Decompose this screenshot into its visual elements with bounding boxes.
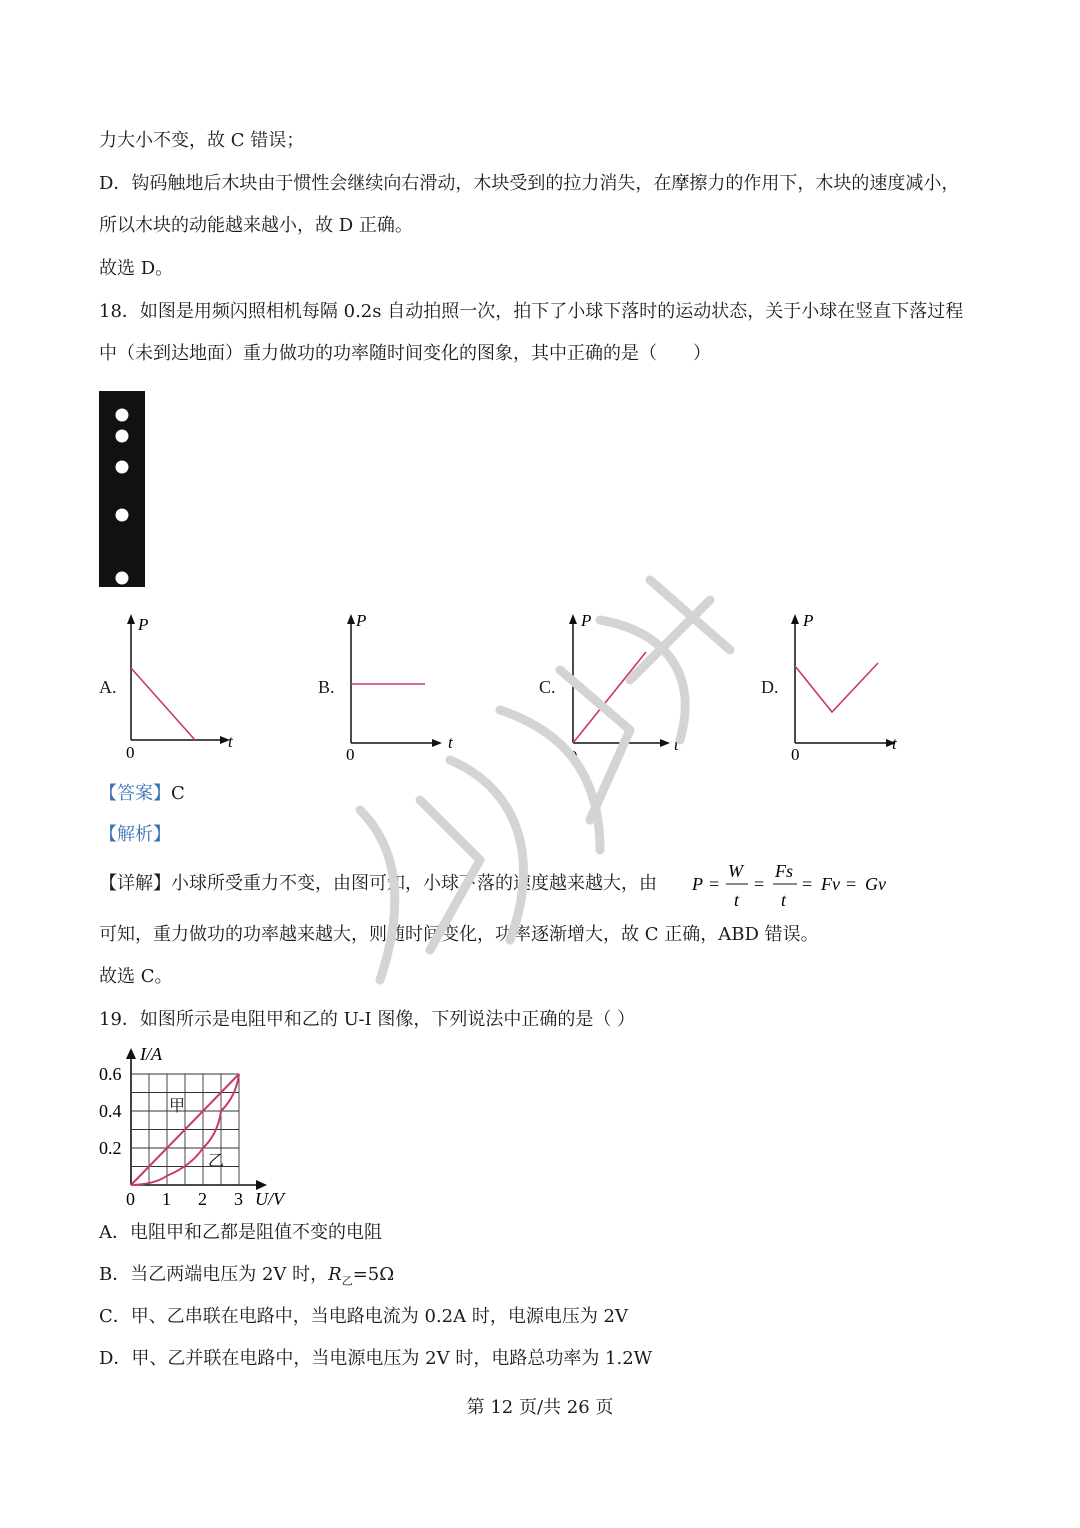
y-axis-title: I/A [140, 1044, 162, 1064]
svg-text:P: P [692, 874, 703, 894]
power-formula [688, 856, 908, 912]
option-b-r: R [328, 1264, 342, 1285]
q19-option-a: A．电阻甲和乙都是阻值不变的电阻 [99, 1222, 382, 1243]
axis-p-label: P [581, 611, 592, 630]
axis-t-label: t [448, 733, 453, 752]
detail-18-line1: 【详解】小球所受重力不变，由图可知，小球下落的速度越来越大，由 [99, 873, 657, 894]
graph-option-c [564, 610, 684, 765]
ball-3 [116, 461, 129, 474]
origin-label: 0 [346, 745, 355, 764]
ball-4 [116, 509, 129, 522]
series-label-yi: 乙 [208, 1153, 225, 1170]
svg-text:=: = [846, 874, 857, 894]
ball-1 [116, 409, 129, 422]
option-b-value: =5Ω [352, 1264, 395, 1285]
answer-open-bracket: 【 [99, 783, 117, 804]
axis-p-label: P [803, 611, 814, 630]
analysis-close-bracket: 】 [153, 824, 171, 845]
analysis-label: 解析 [117, 824, 153, 845]
graph-option-a [122, 610, 242, 765]
x-tick-label: 1 [162, 1189, 171, 1209]
question-18-stem: 中（未到达地面）重力做功的功率随时间变化的图象，其中正确的是（ ） [99, 343, 711, 364]
x-tick-label: 2 [198, 1189, 207, 1209]
analysis-open-bracket: 【 [99, 824, 117, 845]
strobe-photo [99, 391, 145, 587]
svg-text:Fv: Fv [821, 874, 840, 894]
y-tick-label: 0.2 [99, 1138, 122, 1158]
ui-chart [95, 1040, 305, 1212]
text-line: 所以木块的动能越来越小，故 D 正确。 [99, 215, 413, 236]
axis-p-label: P [138, 615, 149, 634]
x-tick-label: 3 [234, 1189, 243, 1209]
text-line: 故选 D。 [99, 258, 174, 279]
option-b-label: B. [318, 677, 335, 697]
option-a-label: A. [99, 677, 117, 697]
x-axis-title: U/V [255, 1189, 284, 1209]
axis-t-label: t [892, 734, 897, 753]
q19-option-d: D．甲、乙并联在电路中，当电源电压为 2V 时，电路总功率为 1.2W [99, 1348, 653, 1369]
question-19-stem: 19．如图所示是电阻甲和乙的 U-I 图像，下列说法中正确的是（ ） [99, 1009, 636, 1030]
svg-text:=: = [709, 874, 720, 894]
analysis-18 [99, 822, 171, 848]
svg-text:t: t [781, 890, 787, 910]
detail-18-line2: 可知，重力做功的功率越来越大，则随时间变化，功率逐渐增大，故 C 正确，ABD 错误。 [99, 924, 819, 945]
q19-option-c: C．甲、乙串联在电路中，当电路电流为 0.2A 时，电源电压为 2V [99, 1306, 629, 1327]
x-tick-label: 0 [126, 1189, 135, 1209]
question-18-stem: 18．如图是用频闪照相机每隔 0.2s 自动拍照一次，拍下了小球下落时的运动状态，关于小球在竖直下落过程 [99, 301, 964, 322]
answer-18 [99, 781, 185, 807]
origin-label: 0 [126, 743, 135, 762]
graph-option-b [342, 610, 462, 765]
svg-text:Fs: Fs [775, 861, 793, 881]
option-c-label: C. [539, 677, 556, 697]
answer-label: 答案 [117, 783, 153, 804]
axis-t-label: t [674, 735, 679, 754]
axis-t-label: t [228, 732, 233, 751]
text-line: 力大小不变，故 C 错误； [99, 130, 305, 151]
axis-p-label: P [356, 611, 367, 630]
q19-option-b [99, 1262, 394, 1295]
ball-2 [116, 430, 129, 443]
text-line: D．钩码触地后木块由于惯性会继续向右滑动，木块受到的拉力消失，在摩擦力的作用下，木块的速度减小， [99, 173, 960, 194]
origin-label: 0 [569, 747, 578, 765]
option-b-subscript: 乙 [341, 1274, 353, 1288]
series-label-jia: 甲 [169, 1098, 186, 1115]
page-footer: 第 12 页/共 26 页 [466, 1397, 614, 1418]
graph-option-d [786, 610, 906, 765]
svg-text:W: W [728, 861, 743, 881]
detail-18-line3: 故选 C。 [99, 966, 173, 987]
option-d-label: D. [761, 677, 779, 697]
ball-5 [116, 572, 129, 585]
origin-label: 0 [791, 745, 800, 764]
svg-text:t: t [734, 890, 740, 910]
svg-text:=: = [802, 874, 813, 894]
svg-text:=: = [754, 874, 765, 894]
answer-value: C [171, 783, 185, 804]
option-b-text: B．当乙两端电压为 2V 时， [99, 1264, 329, 1285]
y-tick-label: 0.4 [99, 1101, 122, 1121]
svg-text:Gv: Gv [865, 874, 886, 894]
answer-close-bracket: 】 [153, 783, 171, 804]
y-tick-label: 0.6 [99, 1064, 122, 1084]
